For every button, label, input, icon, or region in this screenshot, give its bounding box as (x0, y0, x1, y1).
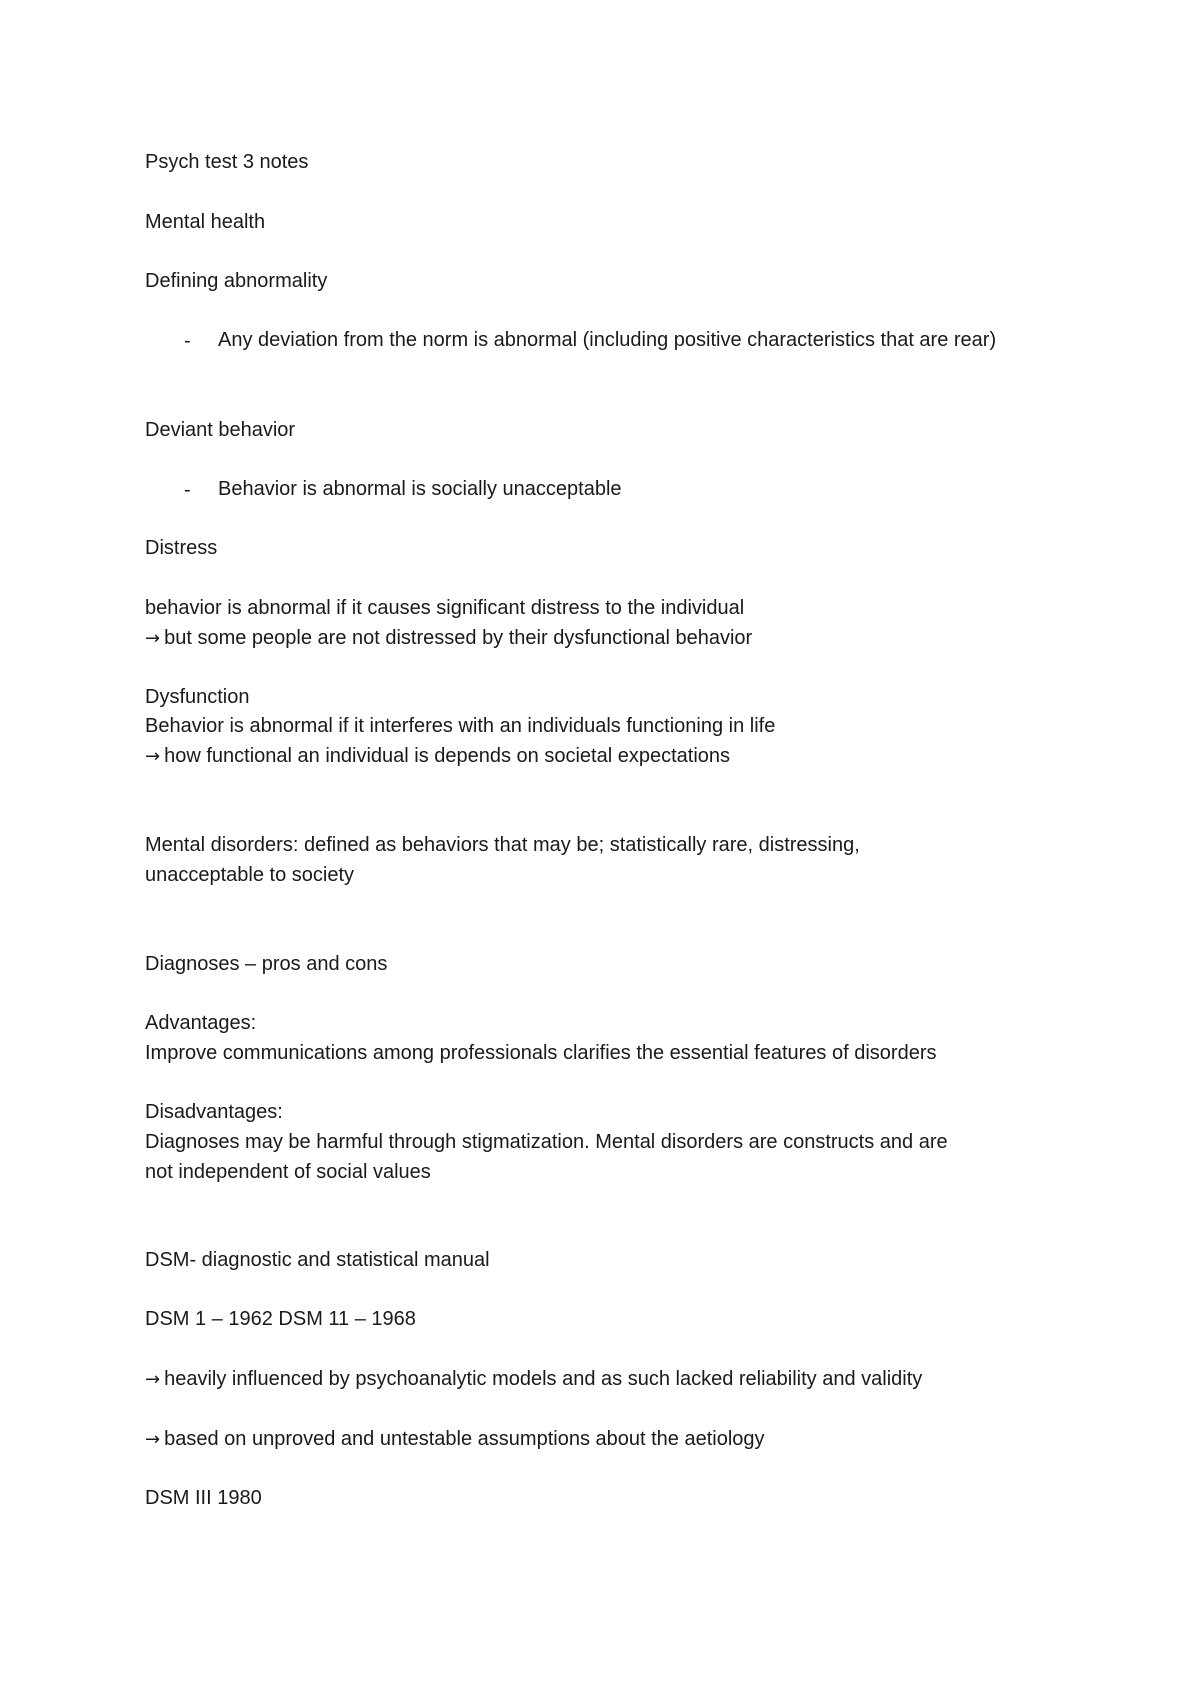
bullet-defining-abnormality: Any deviation from the norm is abnormal (including positive characteristics that are rear) (218, 329, 997, 351)
arrow-right-icon: → (145, 1429, 161, 1450)
disadvantages-label: Disadvantages: (145, 1101, 283, 1123)
heading-diagnoses: Diagnoses – pros and cons (145, 953, 388, 975)
disadvantages-line-1: Diagnoses may be harmful through stigmatization. Mental disorders are constructs and are (145, 1131, 948, 1153)
dsm-point-1-text: heavily influenced by psychoanalytic models and as such lacked reliability and validity (164, 1368, 923, 1390)
heading-dysfunction: Dysfunction (145, 686, 250, 708)
dsm-iii: DSM III 1980 (145, 1487, 262, 1509)
advantages-label: Advantages: (145, 1012, 257, 1034)
dysfunction-arrow-text: how functional an individual is depends on societal expectations (164, 745, 731, 767)
dsm-versions: DSM 1 – 1962 DSM 11 – 1968 (145, 1308, 416, 1330)
disadvantages-line-2: not independent of social values (145, 1161, 431, 1183)
section-heading-mental-health: Mental health (145, 211, 266, 233)
dysfunction-line-1: Behavior is abnormal if it interferes with an individuals functioning in life (145, 715, 776, 737)
dsm-point-2 (145, 1427, 765, 1452)
arrow-right-icon: → (145, 628, 161, 649)
distress-line-2 (145, 626, 752, 651)
bullet-deviant-behavior: Behavior is abnormal is socially unacceptable (218, 478, 622, 500)
mental-disorders-line-1: Mental disorders: defined as behaviors that may be; statistically rare, distressing, (145, 834, 860, 856)
arrow-right-icon: → (145, 746, 161, 767)
distress-line-1: behavior is abnormal if it causes significant distress to the individual (145, 597, 745, 619)
heading-dsm: DSM- diagnostic and statistical manual (145, 1249, 490, 1271)
document-title: Psych test 3 notes (145, 151, 309, 173)
distress-arrow-text: but some people are not distressed by their dysfunctional behavior (164, 627, 753, 649)
heading-deviant-behavior: Deviant behavior (145, 419, 296, 441)
dsm-point-2-text: based on unproved and untestable assumptions about the aetiology (164, 1428, 765, 1450)
heading-defining-abnormality: Defining abnormality (145, 270, 328, 292)
dysfunction-line-2 (145, 744, 730, 769)
heading-distress: Distress (145, 537, 218, 559)
bullet-marker: - (184, 330, 191, 352)
mental-disorders-line-2: unacceptable to society (145, 864, 355, 886)
advantages-text: Improve communications among professionals clarifies the essential features of disorders (145, 1042, 937, 1064)
dsm-point-1 (145, 1367, 922, 1392)
arrow-right-icon: → (145, 1369, 161, 1390)
bullet-marker: - (184, 479, 191, 501)
